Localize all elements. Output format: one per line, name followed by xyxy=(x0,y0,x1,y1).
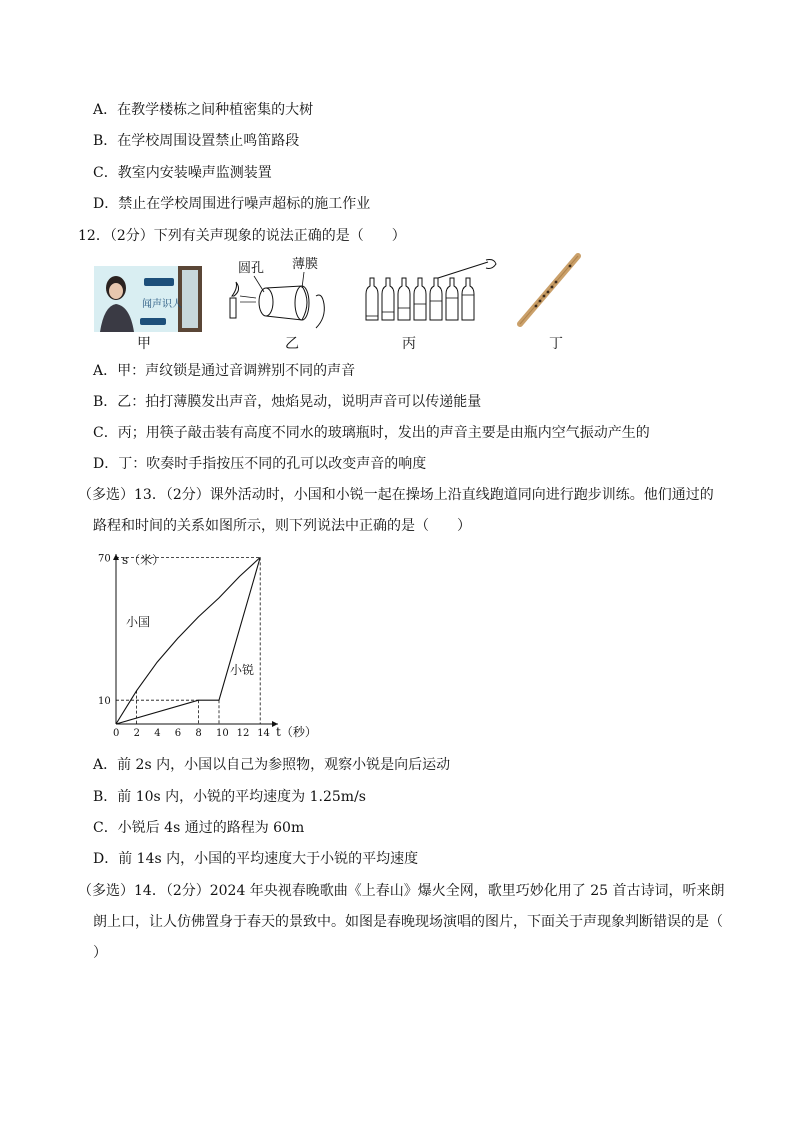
x-tick-label: 8 xyxy=(195,728,202,739)
series-line-xiaoguo xyxy=(116,557,260,724)
caption-bing: 丙 xyxy=(402,336,416,352)
q13-option-c: C．小锐后 4s 通过的路程为 60m xyxy=(93,820,305,836)
q13-stem-line1: （多选）13．（2分）课外活动时，小国和小锐一起在操场上沿直线跑道同向进行跑步训练。他们通过的 xyxy=(78,487,714,503)
caption-ding: 丁 xyxy=(549,336,563,352)
q11-option-d: D．禁止在学校周围进行噪声超标的施工作业 xyxy=(93,196,371,212)
y-axis-label: s（米） xyxy=(122,553,165,567)
q12-option-a: A．甲：声纹锁是通过音调辨别不同的声音 xyxy=(93,363,356,379)
q12-stem: 12．（2分）下列有关声现象的说法正确的是（ ） xyxy=(78,228,406,244)
q14-stem-line3: ） xyxy=(93,945,107,961)
series-line-xiaorui xyxy=(116,557,260,724)
q13-option-b: B．前 10s 内，小锐的平均速度为 1.25m/s xyxy=(93,789,366,805)
distance-time-chart xyxy=(92,548,322,743)
q13-option-a: A．前 2s 内，小国以自己为参照物，观察小锐是向后运动 xyxy=(93,757,451,773)
q13-option-d: D．前 14s 内，小国的平均速度大于小锐的平均速度 xyxy=(93,851,419,867)
voiceprint-lock-photo xyxy=(94,266,202,332)
q12-option-c: C．丙；用筷子敲击装有高度不同水的玻璃瓶时，发出的声音主要是由瓶内空气振动产生的 xyxy=(93,425,650,441)
glass-bottles-figure xyxy=(362,258,502,324)
series-label-xiaorui: 小锐 xyxy=(230,663,255,677)
q11-option-b: B．在学校周围设置禁止鸣笛路段 xyxy=(93,133,300,149)
series-label-xiaoguo: 小国 xyxy=(126,615,151,629)
voiceprint-text: 闻声识人 xyxy=(142,299,182,310)
x-tick-label: 10 xyxy=(216,728,229,739)
q11-option-a: A．在教学楼栋之间种植密集的大树 xyxy=(93,102,314,118)
x-tick-label: 14 xyxy=(257,728,270,739)
q14-stem-line2: 朗上口，让人仿佛置身于春天的景致中。如图是春晚现场演唱的图片，下面关于声现象判断错误的是（ xyxy=(93,914,723,930)
q11-option-c: C．教室内安装噪声监测装置 xyxy=(93,165,272,181)
q12-option-d: D．丁：吹奏时手指按压不同的孔可以改变声音的响度 xyxy=(93,456,427,472)
x-axis-label: t（秒） xyxy=(276,725,317,739)
bamboo-flute-figure xyxy=(510,252,590,332)
q12-option-b: B．乙：拍打薄膜发出声音，烛焰晃动，说明声音可以传递能量 xyxy=(93,394,482,410)
q12-image-row xyxy=(90,256,690,356)
x-tick-label: 6 xyxy=(174,728,182,739)
q14-stem-line1: （多选）14．（2分）2024 年央视春晚歌曲《上春山》爆火全网，歌里巧妙化用了 25 首古诗词，听来朗 xyxy=(78,883,725,899)
x-tick-label: 2 xyxy=(133,728,140,739)
x-tick-label: 0 xyxy=(113,728,120,739)
hole-label: 圆孔 xyxy=(238,261,265,276)
drum-candle-figure xyxy=(218,256,338,336)
x-tick-label: 12 xyxy=(236,728,250,739)
y-tick-label: 70 xyxy=(98,553,111,565)
caption-yi: 乙 xyxy=(285,336,299,352)
x-tick-label: 4 xyxy=(154,728,161,739)
q13-stem-line2: 路程和时间的关系如图所示，则下列说法中正确的是（ ） xyxy=(93,518,471,534)
film-label: 薄膜 xyxy=(292,257,319,272)
y-tick-label: 10 xyxy=(98,696,111,708)
caption-jia: 甲 xyxy=(137,336,151,352)
